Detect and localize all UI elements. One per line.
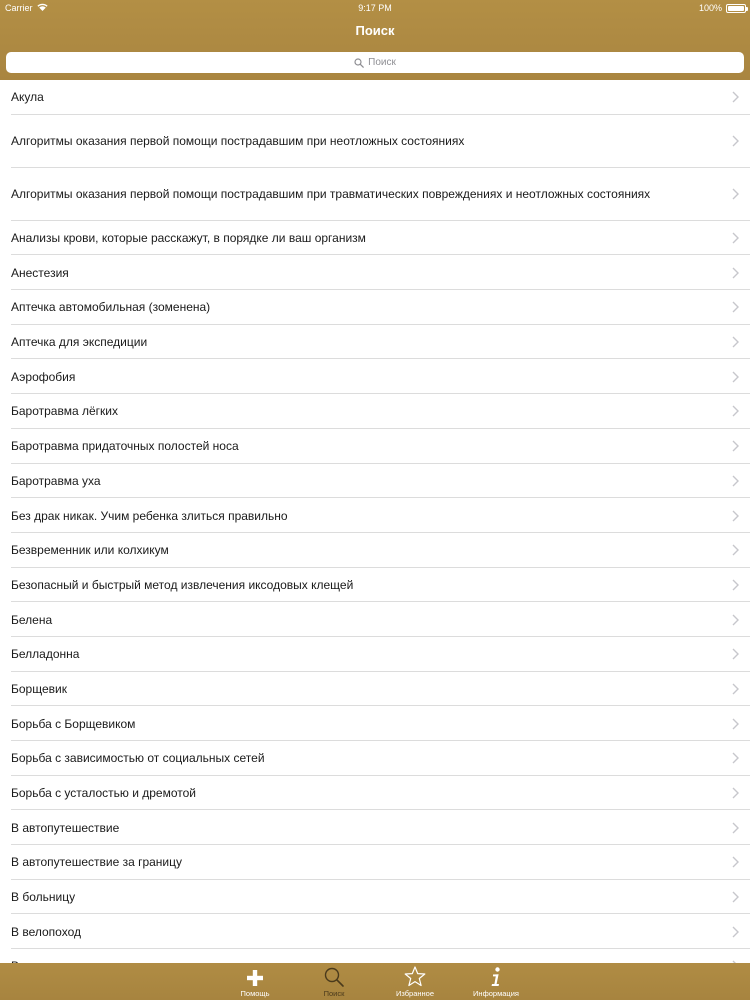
list-item-label: Алгоритмы оказания первой помощи пострадавшим при травматических повреждениях и неотложных состояниях bbox=[11, 187, 651, 202]
info-icon bbox=[490, 963, 502, 987]
tab-search[interactable] bbox=[299, 963, 369, 1000]
list-item-label: Борьба с усталостью и дремотой bbox=[11, 786, 196, 801]
tab-favorites-label: Избранное bbox=[395, 989, 434, 998]
chevron-right-icon bbox=[732, 822, 739, 837]
list-item[interactable] bbox=[0, 568, 750, 603]
search-input[interactable] bbox=[6, 52, 744, 73]
list-item-label: Борщевик bbox=[11, 681, 67, 696]
chevron-right-icon bbox=[732, 926, 739, 941]
plus-icon bbox=[246, 963, 264, 987]
chevron-right-icon bbox=[732, 336, 739, 351]
list-item[interactable] bbox=[0, 810, 750, 845]
search-placeholder: Поиск bbox=[368, 57, 396, 68]
chevron-right-icon bbox=[732, 510, 739, 525]
list-item-label: Безвременник или колхикум bbox=[11, 543, 169, 558]
search-icon bbox=[324, 963, 344, 987]
list-item-label: Анестезия bbox=[11, 265, 69, 280]
list-item[interactable] bbox=[0, 429, 750, 464]
list-item[interactable] bbox=[0, 359, 750, 394]
list-item-label: Баротравма придаточных полостей носа bbox=[11, 439, 239, 454]
list-item-label: В больницу bbox=[11, 890, 76, 905]
tab-help-label: Помощь bbox=[240, 989, 270, 998]
status-right bbox=[699, 3, 746, 13]
list-item-label: Аптечка автомобильная (зоменена) bbox=[11, 300, 211, 315]
chevron-right-icon bbox=[732, 891, 739, 906]
list-item-label: Без драк никак. Учим ребенка злиться правильно bbox=[11, 508, 288, 523]
chevron-right-icon bbox=[732, 232, 739, 247]
navigation-bar bbox=[0, 0, 750, 80]
tab-help[interactable] bbox=[220, 963, 290, 1000]
list-item[interactable] bbox=[0, 255, 750, 290]
list-item[interactable] bbox=[0, 637, 750, 672]
carrier-label: Carrier bbox=[5, 3, 33, 13]
list-item[interactable] bbox=[0, 115, 750, 168]
list-item-label: Белена bbox=[11, 612, 53, 627]
star-icon bbox=[404, 963, 426, 987]
chevron-right-icon bbox=[732, 475, 739, 490]
list-item[interactable] bbox=[0, 845, 750, 880]
chevron-right-icon bbox=[732, 301, 739, 316]
chevron-right-icon bbox=[732, 683, 739, 698]
chevron-right-icon bbox=[732, 787, 739, 802]
list-item[interactable] bbox=[0, 325, 750, 360]
search-icon bbox=[354, 58, 364, 68]
list-item-label: Аптечка для экспедиции bbox=[11, 335, 148, 350]
list-item-label: Борьба с Борщевиком bbox=[11, 716, 136, 731]
chevron-right-icon bbox=[732, 614, 739, 629]
chevron-right-icon bbox=[732, 91, 739, 106]
chevron-right-icon bbox=[732, 856, 739, 871]
list-item-label: В велопоход bbox=[11, 924, 81, 939]
chevron-right-icon bbox=[732, 544, 739, 559]
list-item[interactable] bbox=[0, 290, 750, 325]
list-item[interactable] bbox=[0, 602, 750, 637]
list-item-label: Баротравма лёгких bbox=[11, 404, 118, 419]
status-time: 9:17 PM bbox=[358, 3, 392, 13]
list-item[interactable] bbox=[0, 498, 750, 533]
list-item-label: В автопутешествие bbox=[11, 820, 120, 835]
list-item[interactable] bbox=[0, 880, 750, 915]
list-item[interactable] bbox=[0, 394, 750, 429]
list-item-label: Борьба с зависимостью от социальных сетей bbox=[11, 751, 265, 766]
list-item-label: Алгоритмы оказания первой помощи пострадавшим при неотложных состояниях bbox=[11, 134, 465, 149]
page-title: Поиск bbox=[355, 23, 395, 38]
list-item[interactable] bbox=[0, 221, 750, 256]
list-item[interactable] bbox=[0, 533, 750, 568]
battery-percent: 100% bbox=[698, 3, 722, 13]
tab-bar bbox=[0, 963, 750, 1000]
chevron-right-icon bbox=[732, 371, 739, 386]
chevron-right-icon bbox=[732, 648, 739, 663]
list-item[interactable] bbox=[0, 80, 750, 115]
list-item[interactable] bbox=[0, 914, 750, 949]
tab-favorites[interactable] bbox=[380, 963, 450, 1000]
chevron-right-icon bbox=[732, 718, 739, 733]
list-item[interactable] bbox=[0, 464, 750, 499]
list-item[interactable] bbox=[0, 168, 750, 221]
status-bar bbox=[0, 0, 750, 16]
tab-info-label: Информация bbox=[473, 989, 519, 998]
list-item-label: В автопутешествие за границу bbox=[11, 855, 183, 870]
article-list bbox=[0, 80, 750, 963]
list-item-label: Безопасный и быстрый метод извлечения иксодовых клещей bbox=[11, 577, 354, 592]
list-item[interactable] bbox=[0, 706, 750, 741]
list-item-label: Акула bbox=[11, 90, 44, 105]
chevron-right-icon bbox=[732, 579, 739, 594]
chevron-right-icon bbox=[732, 188, 739, 203]
list-item-label: Аэрофобия bbox=[11, 369, 76, 384]
list-item-label: Баротравма уха bbox=[11, 473, 101, 488]
list-item[interactable] bbox=[0, 741, 750, 776]
battery-icon bbox=[726, 4, 746, 13]
tab-info[interactable] bbox=[461, 963, 531, 1000]
chevron-right-icon bbox=[732, 752, 739, 767]
list-item-label: Белладонна bbox=[11, 647, 80, 662]
list-item[interactable] bbox=[0, 672, 750, 707]
list-item-label: Анализы крови, которые расскажут, в порядке ли ваш организм bbox=[11, 231, 366, 246]
tab-search-label: Поиск bbox=[323, 989, 345, 998]
chevron-right-icon bbox=[732, 267, 739, 282]
chevron-right-icon bbox=[732, 440, 739, 455]
chevron-right-icon bbox=[732, 135, 739, 150]
list-item[interactable] bbox=[0, 776, 750, 811]
chevron-right-icon bbox=[732, 405, 739, 420]
